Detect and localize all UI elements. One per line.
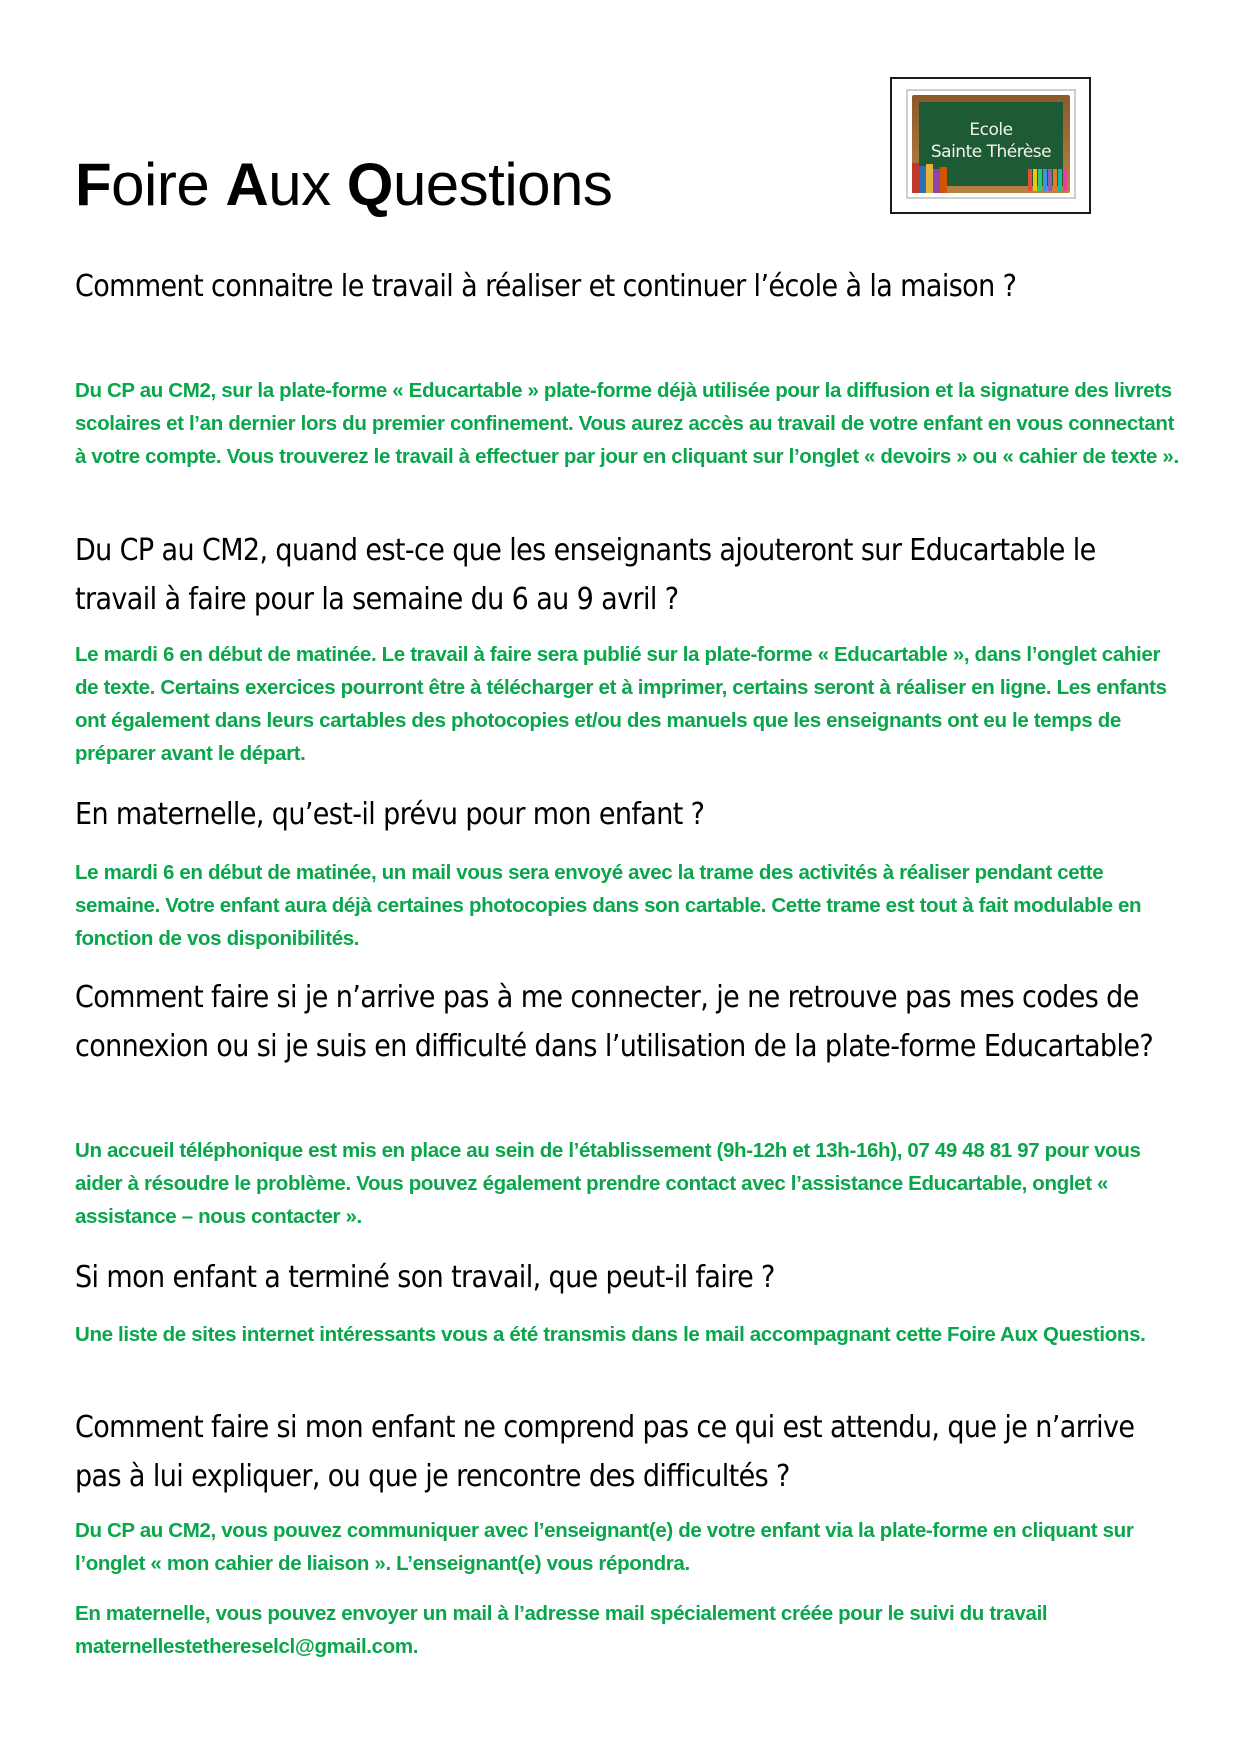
logo-image <box>906 89 1076 199</box>
faq-question: En maternelle, qu’est-il prévu pour mon enfant ? <box>75 797 705 832</box>
faq-answer: Le mardi 6 en début de matinée. Le travail à faire sera publié sur la plate-forme « Educartable », dans l’onglet cahier de texte. Certains exercices pourront être à télécharger et à imprimer, certains seront à réaliser en ligne. Les enfants ont également dans leurs cartables des photocopies et/ou des manuels que les enseignants ont eu le temps de préparer avant le départ. <box>75 643 1167 765</box>
logo-text <box>919 119 1063 163</box>
title-initial-a: A <box>225 151 269 218</box>
faq-answer: Du CP au CM2, vous pouvez communiquer avec l’enseignant(e) de votre enfant via la plate-forme en cliquant sur l’onglet « mon cahier de liaison ». L’enseignant(e) vous répondra. <box>75 1519 1134 1575</box>
faq-answer: Du CP au CM2, sur la plate-forme « Educartable » plate-forme déjà utilisée pour la diffusion et la signature des livrets scolaires et l’an dernier lors du premier confinement. Vous aurez accès au travail de votre enfant en vous connectant à votre compte. Vous trouverez le travail à effectuer par jour en cliquant sur l’onglet « devoirs » ou « cahier de texte ». <box>75 379 1179 468</box>
faq-question: Comment connaitre le travail à réaliser et continuer l’école à la maison ? <box>75 269 1017 304</box>
logo-line-1: Ecole <box>969 120 1013 140</box>
books-icon <box>912 163 948 193</box>
school-logo <box>890 77 1091 214</box>
chalkboard-frame <box>912 95 1070 193</box>
logo-line-2: Sainte Thérèse <box>930 142 1052 162</box>
faq-question: Si mon enfant a terminé son travail, que peut-il faire ? <box>75 1260 775 1295</box>
title-word-2: ux <box>268 151 347 218</box>
faq-answer: Le mardi 6 en début de matinée, un mail vous sera envoyé avec la trame des activités à réaliser pendant cette semaine. Votre enfant aura déjà certaines photocopies dans son cartable. Cette trame est tout à fait modulable en fonction de vos disponibilités. <box>75 861 1142 950</box>
title-word-1: oire <box>111 151 226 218</box>
faq-answer: Un accueil téléphonique est mis en place au sein de l’établissement (9h-12h et 13h-16h), 07 49 48 81 97 pour vous aider à résoudre le problème. Vous pouvez également prendre contact avec l’assistance Educartable, onglet « assistance – nous contacter ». <box>75 1139 1141 1228</box>
faq-answer: Une liste de sites internet intéressants vous a été transmis dans le mail accompagnant cette Foire Aux Questions. <box>75 1323 1146 1346</box>
page-title <box>75 150 612 219</box>
title-initial-f: F <box>75 151 112 218</box>
title-word-3: uestions <box>392 151 613 218</box>
pencils-icon <box>1028 169 1068 191</box>
faq-question: Comment faire si mon enfant ne comprend pas ce qui est attendu, que je n’arrive pas à lui expliquer, ou que je rencontre des difficultés ? <box>75 1410 1135 1494</box>
faq-question: Du CP au CM2, quand est-ce que les enseignants ajouteront sur Educartable le travail à faire pour la semaine du 6 au 9 avril ? <box>75 533 1096 617</box>
faq-answer: En maternelle, vous pouvez envoyer un mail à l’adresse mail spécialement créée pour le suivi du travail maternellestetheresel​cl@gmail.com. <box>75 1602 1048 1658</box>
title-initial-q: Q <box>346 151 393 218</box>
faq-question: Comment faire si je n’arrive pas à me connecter, je ne retrouve pas mes codes de connexion ou si je suis en difficulté dans l’utilisation de la plate-forme Educartable? <box>75 980 1154 1064</box>
